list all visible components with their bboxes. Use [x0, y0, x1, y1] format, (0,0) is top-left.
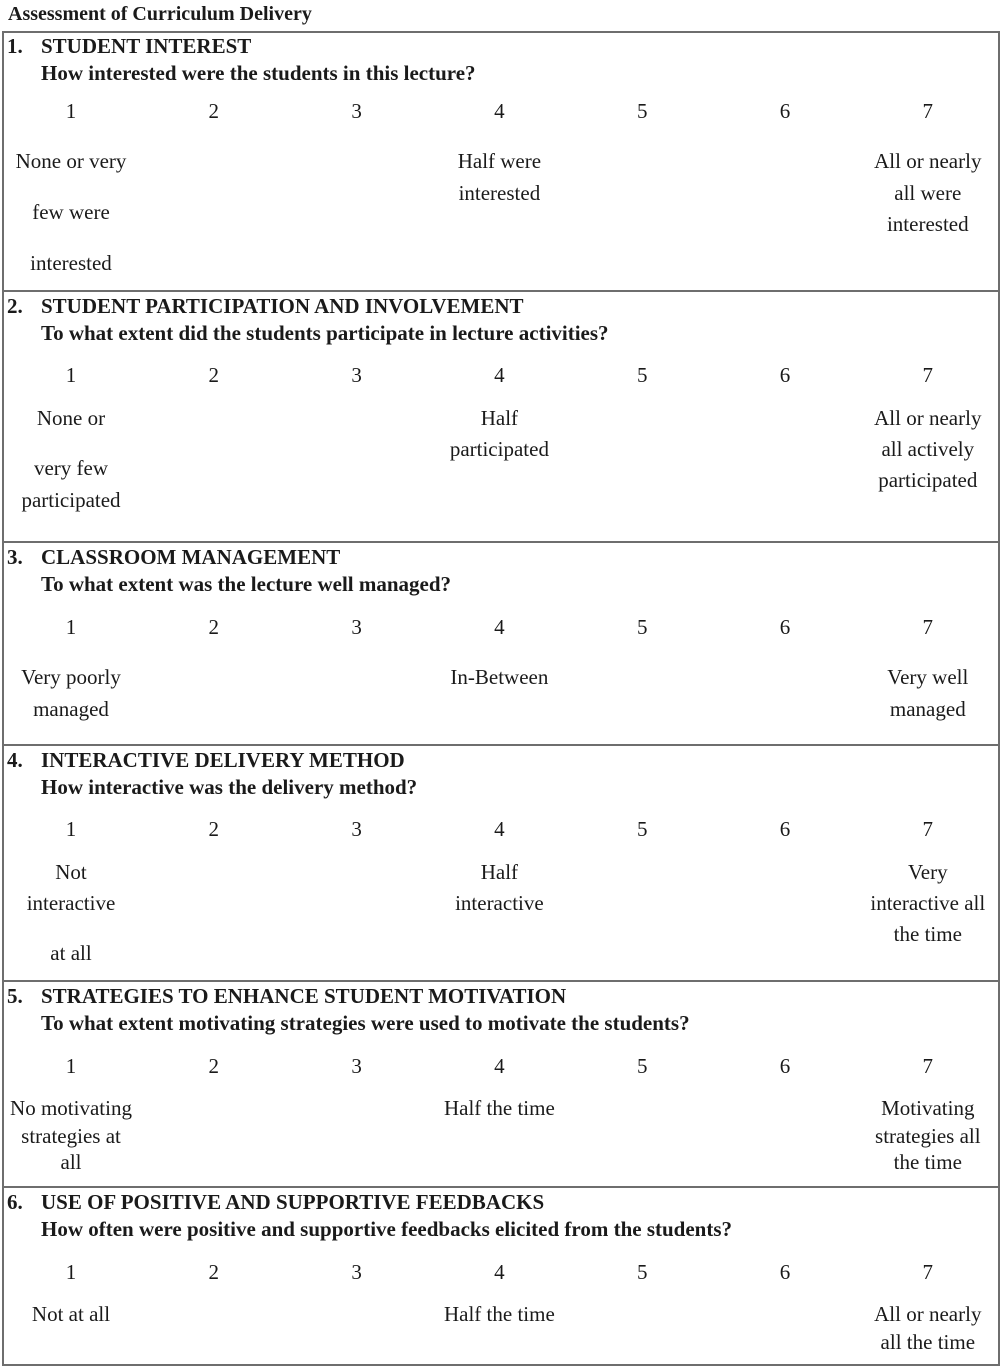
anchor-label-low: very few — [33, 456, 109, 480]
rating-option-3: 3 — [351, 615, 362, 639]
section-heading: STUDENT INTEREST — [41, 34, 252, 58]
section-heading: CLASSROOM MANAGEMENT — [41, 545, 341, 569]
anchor-label-low: interactive — [26, 891, 116, 915]
rating-option-7: 7 — [922, 615, 934, 639]
rating-option-5: 5 — [636, 99, 648, 123]
rating-option-4: 4 — [494, 817, 505, 841]
rating-option-4: 4 — [494, 99, 505, 123]
rating-option-6: 6 — [779, 817, 791, 841]
rating-option-3: 3 — [351, 99, 362, 123]
rating-option-7: 7 — [922, 817, 934, 841]
document-title: Assessment of Curriculum Delivery — [8, 3, 312, 25]
rating-option-3: 3 — [351, 817, 362, 841]
anchor-label-high: all the time — [880, 1330, 976, 1354]
rating-option-6: 6 — [779, 1260, 791, 1284]
section-number: 3. — [7, 545, 23, 569]
section-number: 5. — [7, 984, 23, 1008]
anchor-label-mid: Half the time — [443, 1096, 555, 1120]
rating-option-6: 6 — [779, 363, 791, 387]
section-number: 2. — [7, 294, 23, 318]
section-question: To what extent motivating strategies were used to motivate the students? — [41, 1011, 690, 1035]
rating-option-5: 5 — [636, 1260, 648, 1284]
anchor-label-mid: interested — [458, 181, 541, 205]
anchor-label-high: All or nearly — [874, 406, 982, 430]
section-number: 6. — [7, 1190, 23, 1214]
anchor-label-mid: participated — [449, 437, 549, 461]
rating-option-3: 3 — [351, 1054, 362, 1078]
anchor-label-low: None or very — [15, 149, 127, 173]
anchor-label-high: the time — [893, 922, 962, 946]
anchor-label-high: strategies all — [875, 1124, 981, 1148]
rating-option-2: 2 — [208, 99, 220, 123]
anchor-label-low: Not — [55, 860, 87, 884]
anchor-label-high: participated — [878, 468, 978, 492]
anchor-label-mid: Half — [480, 860, 519, 884]
anchor-label-high: Very — [907, 860, 948, 884]
anchor-label-mid: interactive — [455, 891, 544, 915]
rating-option-3: 3 — [351, 363, 362, 387]
rating-option-7: 7 — [922, 1054, 934, 1078]
section-question: To what extent did the students participate in lecture activities? — [41, 321, 609, 345]
anchor-label-high: All or nearly — [874, 1302, 982, 1326]
anchor-label-low: managed — [33, 697, 109, 721]
rating-option-3: 3 — [351, 1260, 362, 1284]
section-divider — [2, 541, 1000, 543]
assessment-table — [2, 31, 1000, 1366]
anchor-label-high: Very well — [887, 665, 969, 689]
rating-option-1: 1 — [65, 817, 77, 841]
rating-option-7: 7 — [922, 363, 934, 387]
anchor-label-low: at all — [50, 941, 92, 965]
rating-option-2: 2 — [208, 615, 220, 639]
anchor-label-high: Motivating — [881, 1096, 975, 1120]
anchor-label-low: No motivating — [10, 1096, 132, 1120]
rating-option-5: 5 — [636, 817, 648, 841]
rating-option-1: 1 — [65, 615, 77, 639]
anchor-label-high: All or nearly — [874, 149, 982, 173]
anchor-label-low: few were — [32, 200, 110, 224]
anchor-label-high: the time — [893, 1150, 962, 1174]
section-question: How interactive was the delivery method? — [41, 775, 418, 799]
rating-option-2: 2 — [208, 1054, 220, 1078]
anchor-label-low: Very poorly — [21, 665, 121, 689]
anchor-label-low: all — [60, 1150, 82, 1174]
section-divider — [2, 290, 1000, 292]
anchor-label-low: interested — [30, 251, 112, 275]
rating-option-2: 2 — [208, 363, 220, 387]
section-question: How interested were the students in this lecture? — [41, 61, 476, 85]
section-question: To what extent was the lecture well managed? — [41, 572, 452, 596]
section-heading: STUDENT PARTICIPATION AND INVOLVEMENT — [41, 294, 524, 318]
rating-option-6: 6 — [779, 615, 791, 639]
anchor-label-mid: Half the time — [443, 1302, 555, 1326]
section-divider — [2, 1186, 1000, 1188]
rating-option-4: 4 — [494, 363, 505, 387]
anchor-label-low: None or — [36, 406, 106, 430]
section-heading: INTERACTIVE DELIVERY METHOD — [41, 748, 405, 772]
rating-option-1: 1 — [65, 1260, 77, 1284]
anchor-label-low: strategies at — [21, 1124, 121, 1148]
section-number: 1. — [7, 34, 23, 58]
rating-option-7: 7 — [922, 1260, 934, 1284]
rating-option-6: 6 — [779, 99, 791, 123]
rating-option-5: 5 — [636, 615, 648, 639]
rating-option-2: 2 — [208, 817, 220, 841]
rating-option-7: 7 — [922, 99, 934, 123]
rating-option-1: 1 — [65, 1054, 77, 1078]
rating-option-6: 6 — [779, 1054, 791, 1078]
rating-option-2: 2 — [208, 1260, 220, 1284]
rating-option-5: 5 — [636, 1054, 648, 1078]
rating-option-4: 4 — [494, 1260, 505, 1284]
anchor-label-mid: Half — [480, 406, 519, 430]
section-heading: USE OF POSITIVE AND SUPPORTIVE FEEDBACKS — [41, 1190, 545, 1214]
anchor-label-high: managed — [889, 697, 966, 721]
anchor-label-high: interested — [886, 212, 969, 236]
anchor-label-mid: Half were — [457, 149, 542, 173]
section-heading: STRATEGIES TO ENHANCE STUDENT MOTIVATION — [41, 984, 567, 1008]
section-divider — [2, 980, 1000, 982]
rating-option-5: 5 — [636, 363, 648, 387]
anchor-label-high: interactive all — [870, 891, 986, 915]
anchor-label-high: all were — [894, 181, 962, 205]
section-divider — [2, 744, 1000, 746]
rating-option-4: 4 — [494, 1054, 505, 1078]
anchor-label-low: participated — [21, 488, 121, 512]
anchor-label-mid: In-Between — [450, 665, 549, 689]
rating-option-1: 1 — [65, 99, 77, 123]
section-question: How often were positive and supportive feedbacks elicited from the students? — [41, 1217, 733, 1241]
anchor-label-high: all actively — [881, 437, 975, 461]
anchor-label-low: Not at all — [31, 1302, 111, 1326]
rating-option-1: 1 — [65, 363, 77, 387]
rating-option-4: 4 — [494, 615, 505, 639]
section-number: 4. — [7, 748, 23, 772]
